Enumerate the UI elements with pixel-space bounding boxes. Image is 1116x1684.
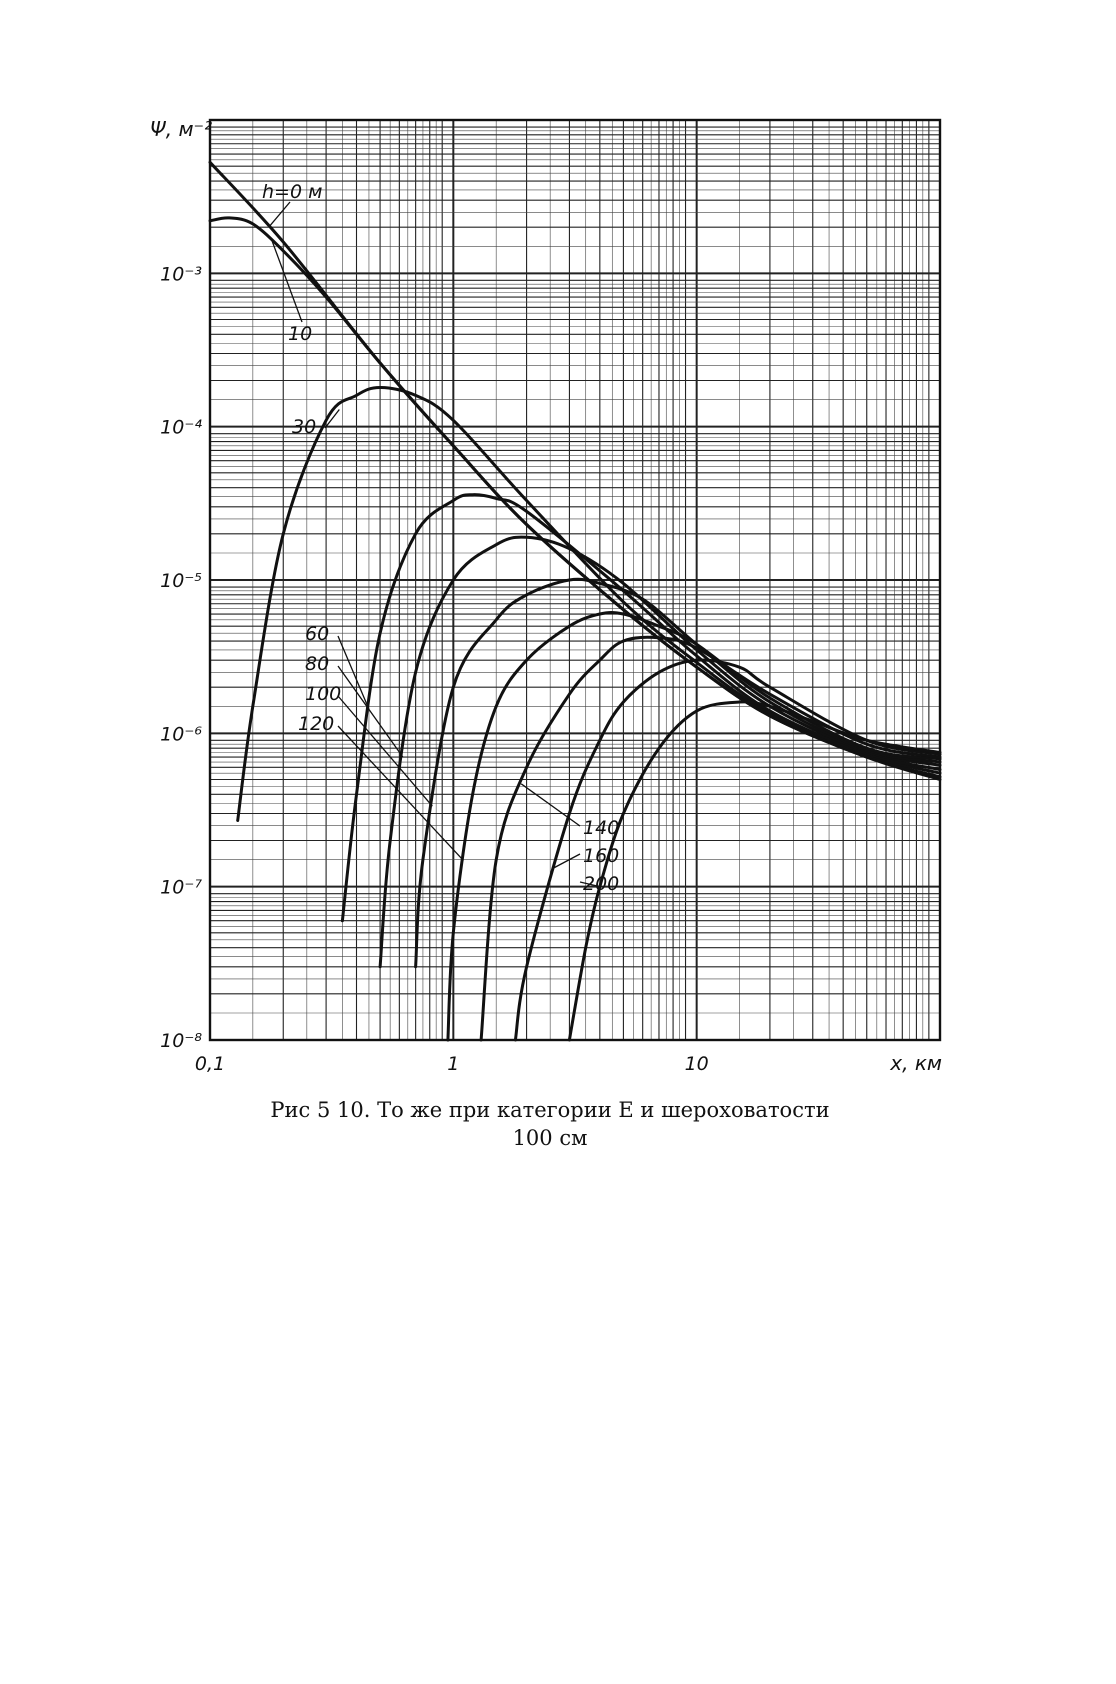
curve-label-2: 30 xyxy=(292,416,317,438)
curve-label-5: 100 xyxy=(305,683,342,705)
curve-label-8: 160 xyxy=(583,845,620,867)
curve-label-9: 200 xyxy=(583,873,620,895)
y-tick-label: 10⁻⁸ xyxy=(160,1030,202,1052)
y-tick-label: 10⁻⁶ xyxy=(160,723,202,746)
figure-caption: Рис 5 10. То же при категории E и шероховатости xyxy=(270,1098,830,1122)
curve-6 xyxy=(448,613,940,1041)
curve-label-leader xyxy=(269,202,290,227)
curve-label-3: 60 xyxy=(305,623,330,645)
x-tick-label: 10 xyxy=(684,1053,709,1075)
curves xyxy=(210,162,940,1040)
curve-label-4: 80 xyxy=(305,653,330,675)
curve-3 xyxy=(342,495,940,921)
x-tick-label: 1 xyxy=(447,1053,460,1075)
figure-caption-continued: 100 см xyxy=(512,1126,588,1150)
curve-label-0: h=0 м xyxy=(262,181,323,203)
y-axis-label: Ψ, м⁻² xyxy=(150,117,213,141)
x-tick-label: 0,1 xyxy=(194,1053,226,1075)
curve-label-7: 140 xyxy=(583,817,620,839)
curve-label-1: 10 xyxy=(288,323,313,345)
x-axis-label: x, км xyxy=(890,1051,942,1075)
curve-label-6: 120 xyxy=(298,713,335,735)
curve-label-leader xyxy=(338,696,432,806)
y-tick-label: 10⁻³ xyxy=(160,263,202,286)
y-tick-label: 10⁻⁷ xyxy=(160,876,202,899)
curve-label-leader xyxy=(554,854,580,868)
y-tick-label: 10⁻⁴ xyxy=(160,416,202,439)
labels xyxy=(150,117,942,1075)
y-tick-label: 10⁻⁵ xyxy=(160,570,202,592)
